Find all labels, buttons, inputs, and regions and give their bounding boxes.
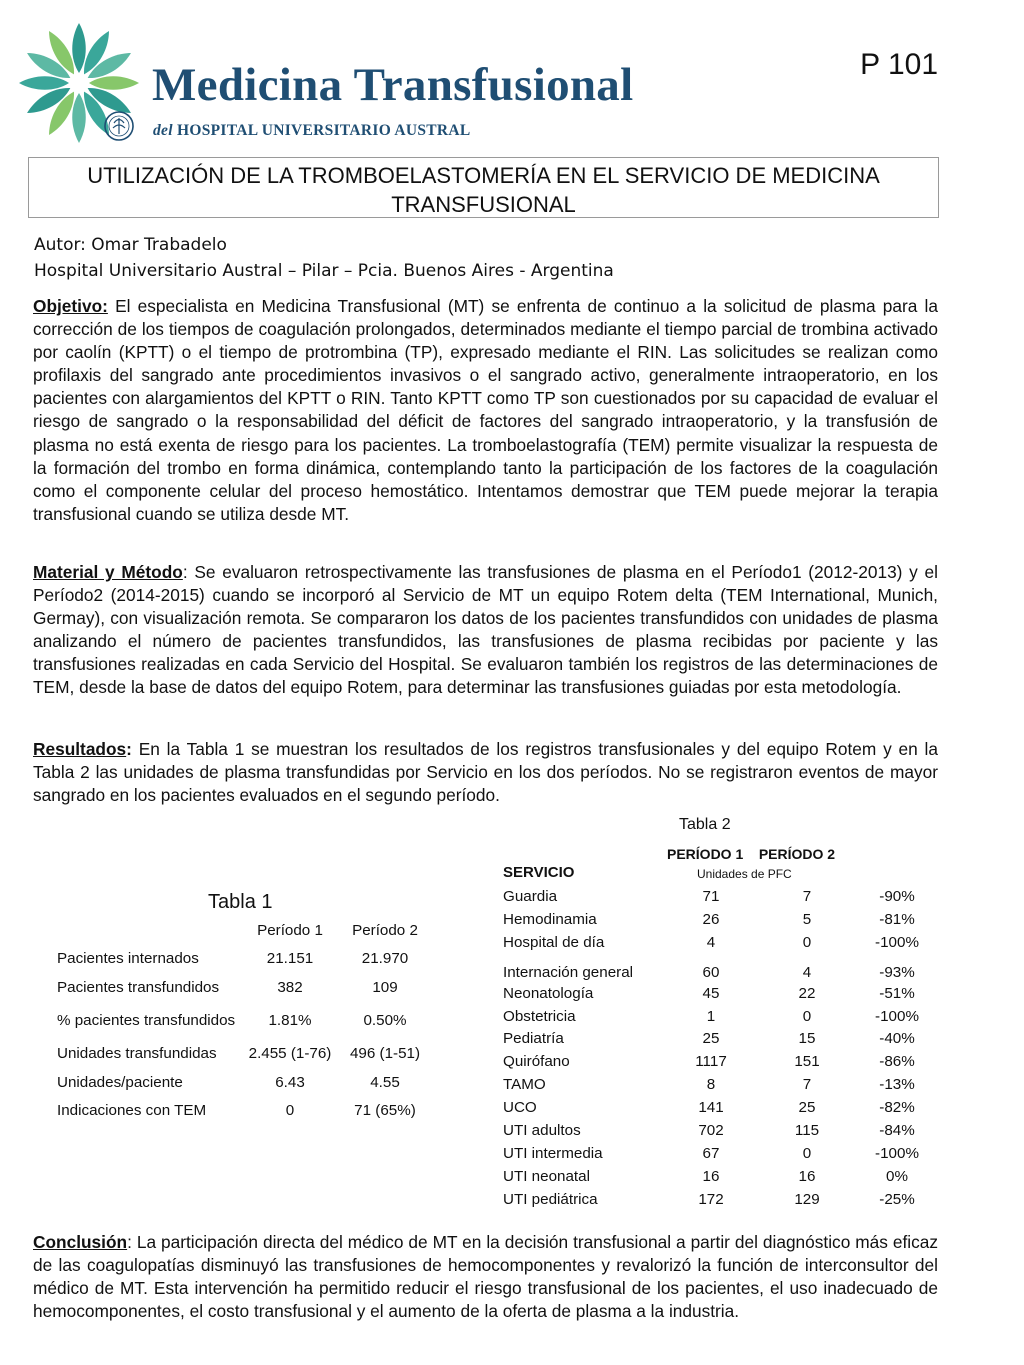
- brand-subtitle: [153, 122, 471, 140]
- tabla2-cell-change: -100%: [875, 1144, 919, 1162]
- tabla2-cell-periodo1: 8: [706, 1076, 716, 1094]
- resultados-label: Resultados: [33, 739, 127, 759]
- conclusion-text: : La participación directa del médico de MT en la decisión transfusional a partir del diagnóstico más eficaz de las coagulopatías disminuyó las transfusiones de hemocomponentes y revalorizó la función de interconsultor del médico de MT. Esta intervención ha permitido reducir el riesgo transfusional de los pacientes, el uso inadecuado de hemocomponentes, el costo transfusional y el aumento de la oferta de plasma a la industria.: [33, 1232, 938, 1322]
- tabla2-row-servicio: Hospital de día: [503, 933, 605, 951]
- tabla2-row: [498, 885, 941, 908]
- poster-title-line-1: UTILIZACIÓN DE LA TROMBOELASTOMERÍA EN EL SERVICIO DE MEDICINA: [87, 163, 880, 188]
- tabla1-row: [52, 945, 430, 974]
- tabla2-row-servicio: UTI adultos: [503, 1121, 581, 1139]
- brand-subtitle-prefix: del: [153, 122, 173, 139]
- tabla2-unit-label: Unidades de PFC: [697, 867, 792, 881]
- tabla2-row-servicio: UTI intermedia: [503, 1144, 603, 1162]
- tabla1-row-label: Unidades transfundidas: [57, 1045, 217, 1063]
- tabla2-cell-periodo1: 60: [702, 963, 720, 981]
- tabla2-cell-change: -84%: [879, 1121, 915, 1139]
- tabla2-row-servicio: Internación general: [503, 963, 634, 981]
- tabla2-cell-change: -25%: [879, 1190, 915, 1208]
- tabla1-col-periodo2: Período 2: [352, 921, 418, 939]
- tabla2-cell-periodo2: 16: [798, 1167, 816, 1185]
- logo-leaf: [72, 93, 86, 143]
- tabla1-row: [52, 1097, 430, 1126]
- tabla2-cell-periodo1: 4: [706, 933, 716, 951]
- tabla2-cell-periodo1: 45: [702, 984, 720, 1002]
- tabla1-cell-periodo2: 0.50%: [363, 1012, 407, 1029]
- author-affiliation: Hospital Universitario Austral – Pilar – Pcia. Buenos Aires - Argentina: [34, 261, 614, 281]
- tabla2-cell-periodo2: 22: [798, 984, 816, 1002]
- resultados-section: [33, 738, 938, 807]
- tabla2-row: [498, 1096, 941, 1119]
- tabla1-cell-periodo1: 0: [285, 1102, 295, 1120]
- tabla2-cell-periodo1: 141: [698, 1099, 724, 1117]
- tabla1-row-label: % pacientes transfundidos: [57, 1012, 236, 1029]
- tabla2-cell-periodo2: 151: [794, 1053, 820, 1071]
- tabla1-row: [52, 1002, 430, 1040]
- tabla2-cell-periodo1: 26: [702, 910, 720, 928]
- tabla2-title: Tabla 2: [679, 816, 731, 833]
- objetivo-section: [33, 295, 938, 526]
- tabla2-period-headers: [667, 846, 835, 862]
- tabla2-cell-periodo1: 16: [702, 1167, 720, 1185]
- tabla2-cell-periodo2: 115: [794, 1121, 820, 1139]
- tabla2-row: [498, 1188, 941, 1211]
- conclusion-label: Conclusión: [33, 1232, 128, 1252]
- metodo-label: Material y Método: [33, 562, 183, 582]
- tabla2-cell-periodo2: 7: [802, 887, 812, 905]
- logo-leaf: [72, 23, 86, 73]
- tabla2-col-periodo1: PERÍODO 1: [667, 846, 744, 862]
- tabla2-cell-change: -100%: [875, 1007, 919, 1025]
- tabla2-row: [498, 1165, 941, 1188]
- tabla2-row-servicio: TAMO: [503, 1076, 546, 1094]
- objetivo-text: El especialista en Medicina Transfusional (MT) se enfrenta de continuo a la solicitud de plasma para la corrección de los tiempos de coagulación prolongados, determinados mediante el tiempo parcial de trombina activado por caolín (KPTT) o el tiempo de protrombina (TP), expresado mediante el RIN. Las solicitudes se realizan como profilaxis del sangrado ante procedimientos invasivos o el sangrado activo, generalmente intraoperatorio, en los pacientes con alargamientos del KPTT o RIN. Tanto KPTT como TP son cuestionados por su capacidad de evaluar el riesgo de sangrado o la responsabilidad del déficit de factores del sangrado intraoperatorio, y la transfusión de plasma no está exenta de riesgo para los pacientes. La tromboelastografía (TEM) permite visualizar la respuesta de la formación del trombo en forma dinámica, contemplando tanto la participación de los factores de la coagulación como el componente celular del proceso hemostático. Intentamos demostrar que TEM puede mejorar la terapia transfusional cuando se utiliza desde MT.: [33, 296, 938, 524]
- tabla1-cell-periodo2: 21.970: [361, 950, 409, 968]
- tabla2-row: [498, 1073, 941, 1096]
- tabla2-cell-change: -86%: [879, 1053, 915, 1071]
- tabla2-row-servicio: Quirófano: [503, 1053, 570, 1071]
- resultados-colon: :: [126, 739, 132, 759]
- tabla1-cell-periodo1: 21.151: [266, 950, 314, 968]
- tabla2-row-servicio: UCO: [503, 1099, 537, 1117]
- tabla1-row: [52, 1040, 430, 1069]
- tabla1-row: [52, 973, 430, 1002]
- poster-code: P 101: [860, 48, 938, 81]
- tabla2-cell-periodo2: 15: [798, 1030, 816, 1048]
- tabla2-row: [498, 1027, 941, 1050]
- tabla1-col-periodo1: Período 1: [257, 921, 323, 939]
- tabla2-row: [498, 1050, 941, 1073]
- tabla2-cell-change: -13%: [879, 1076, 915, 1094]
- tabla1-cell-periodo2: 4.55: [370, 1073, 400, 1091]
- tabla2-row: [498, 908, 941, 931]
- tabla2-cell-periodo1: 1117: [695, 1053, 727, 1071]
- tabla1-cell-periodo1: 1.81%: [268, 1012, 312, 1029]
- tabla2-cell-change: -90%: [879, 887, 915, 905]
- tabla1-cell-periodo2: 109: [372, 978, 398, 996]
- tabla2-cell-change: -40%: [879, 1030, 915, 1048]
- tabla2-cell-periodo2: 129: [794, 1190, 820, 1208]
- tabla2-row: [498, 1119, 941, 1142]
- tabla1-cell-periodo1: 6.43: [275, 1073, 305, 1091]
- tabla2-row-servicio: Neonatología: [503, 984, 594, 1002]
- brand-subtitle-hospital: HOSPITAL UNIVERSITARIO AUSTRAL: [177, 122, 471, 139]
- tabla2-cell-periodo2: 4: [802, 963, 812, 981]
- tabla2-row-servicio: Pediatría: [503, 1030, 564, 1048]
- tabla2-cell-periodo1: 71: [702, 887, 720, 905]
- metodo-text: : Se evaluaron retrospectivamente las transfusiones de plasma en el Período1 (2012-2013) y el Período2 (2014-2015) cuando se incorporó al Servicio de MT un equipo Rotem delta (TEM International, Munich, Germay), con visualización remota. Se compararon los datos de los pacientes transfundidos con unidades de plasma analizando el número de pacientes transfundidos, las transfusiones de plasma recibidas por paciente y las transfusiones realizadas en cada Servicio del Hospital. Se evaluaron también los registros de las determinaciones de TEM, desde la base de datos del equipo Rotem, para determinar las transfusiones guiadas por esta metodología.: [33, 562, 938, 698]
- author-name: Autor: Omar Trabadelo: [34, 235, 227, 255]
- tabla2-cell-periodo2: 7: [802, 1076, 812, 1094]
- university-seal-icon: [103, 110, 135, 142]
- tabla2-row: [498, 931, 941, 954]
- tabla1-row-label: Unidades/paciente: [57, 1073, 183, 1091]
- poster-title-line-2: TRANSFUSIONAL: [391, 192, 576, 217]
- tabla2-cell-periodo1: 172: [698, 1190, 724, 1208]
- tabla2-row-servicio: UTI neonatal: [503, 1167, 590, 1185]
- tabla1-cell-periodo1: 2.455 (1-76): [248, 1045, 332, 1063]
- tabla2-col-periodo2: PERÍODO 2: [758, 846, 836, 862]
- tabla2-cell-periodo1: 25: [702, 1030, 720, 1048]
- tabla2: [498, 885, 941, 1211]
- tabla2-row: [498, 1005, 941, 1028]
- tabla2-cell-periodo2: 25: [798, 1099, 816, 1117]
- author-block: [34, 232, 614, 284]
- conclusion-section: [33, 1231, 938, 1323]
- logo-leaf: [19, 76, 69, 90]
- objetivo-label: Objetivo:: [33, 296, 108, 316]
- tabla2-cell-change: -81%: [879, 910, 915, 928]
- poster-title: [28, 157, 939, 218]
- tabla1-cell-periodo2: 496 (1-51): [349, 1045, 421, 1063]
- tabla2-row-servicio: Hemodinamia: [503, 910, 597, 928]
- tabla1-row-label: Indicaciones con TEM: [57, 1102, 207, 1120]
- tabla1-row-label: Pacientes internados: [57, 950, 199, 968]
- tabla2-row: [498, 982, 941, 1005]
- tabla2-cell-change: -93%: [879, 963, 915, 981]
- tabla2-row-servicio: Guardia: [503, 887, 558, 905]
- tabla2-cell-periodo1: 702: [698, 1121, 724, 1139]
- tabla2-cell-periodo2: 0: [802, 933, 812, 951]
- tabla1-cell-periodo2: 71 (65%): [354, 1102, 416, 1120]
- logo-leaf: [89, 76, 139, 90]
- tabla2-cell-periodo2: 0: [802, 1007, 812, 1025]
- tabla2-cell-periodo1: 67: [702, 1144, 720, 1162]
- tabla2-servicio-header: SERVICIO: [503, 864, 575, 881]
- brand-title: Medicina Transfusional: [152, 59, 634, 111]
- tabla2-cell-change: -100%: [875, 933, 919, 951]
- tabla2-row-servicio: Obstetricia: [503, 1007, 576, 1025]
- tabla2-cell-periodo2: 0: [802, 1144, 812, 1162]
- tabla2-cell-periodo1: 1: [706, 1007, 716, 1025]
- tabla1-row-label: Pacientes transfundidos: [57, 978, 220, 996]
- tabla1-header-row: [52, 916, 430, 945]
- resultados-text: En la Tabla 1 se muestran los resultados de los registros transfusionales y del equipo Rotem y en la Tabla 2 las unidades de plasma transfundidas por Servicio en los dos períodos. No se registraron eventos de mayor sangrado en los pacientes evaluados en el segundo período.: [33, 739, 938, 806]
- metodo-section: [33, 561, 938, 700]
- tabla2-cell-change: 0%: [886, 1167, 908, 1185]
- tabla1-title: Tabla 1: [208, 891, 273, 913]
- tabla2-cell-change: -82%: [879, 1099, 915, 1117]
- tabla1-cell-periodo1: 382: [277, 978, 303, 996]
- tabla2-row: [498, 954, 941, 982]
- tabla1-row: [52, 1068, 430, 1097]
- tabla1: [52, 916, 430, 1125]
- tabla2-row: [498, 1142, 941, 1165]
- tabla2-cell-periodo2: 5: [802, 910, 812, 928]
- tabla2-row-servicio: UTI pediátrica: [503, 1190, 598, 1208]
- tabla2-cell-change: -51%: [879, 984, 915, 1002]
